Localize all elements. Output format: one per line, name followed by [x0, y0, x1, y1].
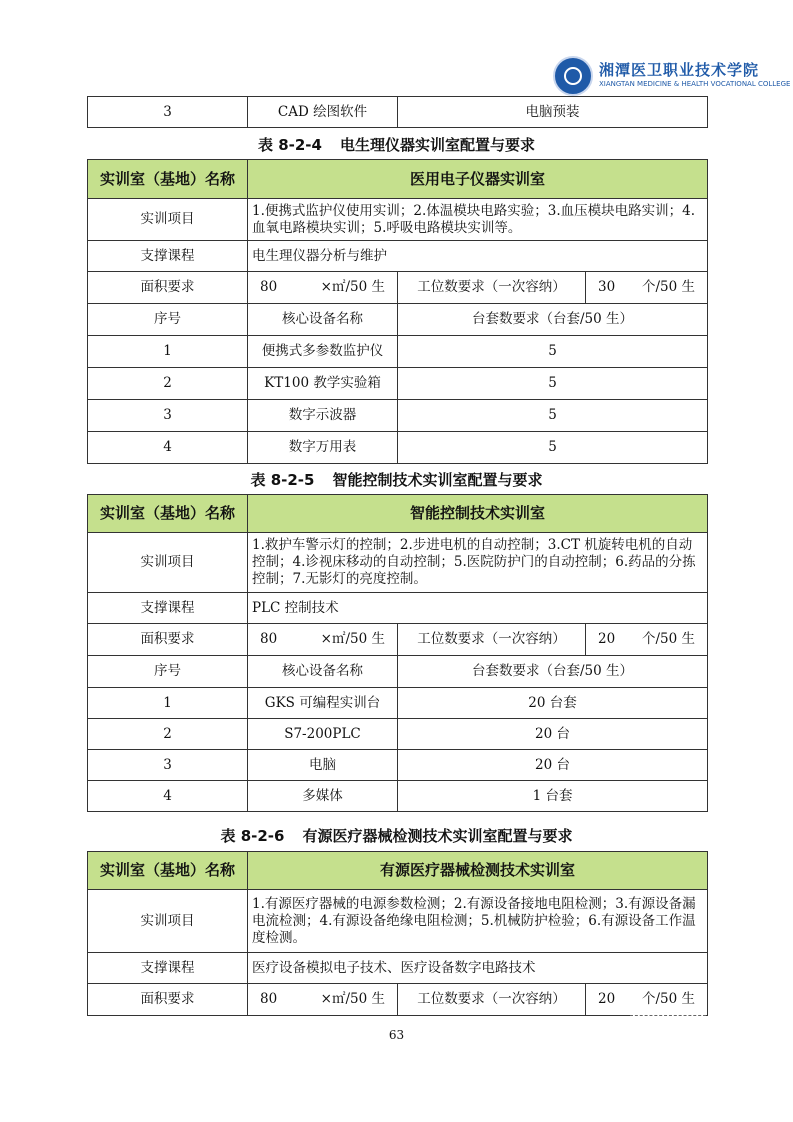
- header-row: 实训室（基地）名称 医用电子仪器实训室: [88, 160, 708, 199]
- column-header-row: 序号 核心设备名称 台套数要求（台套/50 生）: [88, 304, 708, 336]
- table-8-2-6: [87, 851, 708, 1016]
- table-row: 3 数字示波器 5: [88, 400, 708, 432]
- table-row: 2 KT100 教学实验箱 5: [88, 368, 708, 400]
- area-row: 面积要求 80 ×㎡/50 生 工位数要求（一次容纳） 20 个/50 生: [88, 624, 708, 656]
- header-row: 实训室（基地）名称 智能控制技术实训室: [88, 495, 708, 533]
- page-break-line: [630, 1015, 706, 1016]
- area-row: 面积要求 80 ×㎡/50 生 工位数要求（一次容纳） 30 个/50 生: [88, 272, 708, 304]
- page-number: 63: [388, 1028, 405, 1042]
- projects-row: 实训项目 1.有源医疗器械的电源参数检测；2.有源设备接地电阻检测；3.有源设备漏电流检测；4.有源设备绝缘电阻检测；5.机械防护检验；6.有源设备工作温度检测。: [88, 890, 708, 953]
- table-8-2-5-caption: 表 8-2-5 智能控制技术实训室配置与要求: [250, 471, 543, 489]
- continued-table: [87, 96, 708, 128]
- course-row: 支撑课程 电生理仪器分析与维护: [88, 241, 708, 272]
- table-row: 1 GKS 可编程实训台 20 台套: [88, 688, 708, 719]
- college-name-en: XIANGTAN MEDICINE & HEALTH VOCATIONAL COLLEGE: [599, 80, 791, 88]
- area-row: 面积要求 80 ×㎡/50 生 工位数要求（一次容纳） 20 个/50 生: [88, 984, 708, 1016]
- course-row: 支撑课程 PLC 控制技术: [88, 593, 708, 624]
- college-logo: [553, 56, 791, 98]
- table-row: 3 CAD 绘图软件 电脑预装: [88, 97, 708, 128]
- course-row: 支撑课程 医疗设备模拟电子技术、医疗设备数字电路技术: [88, 953, 708, 984]
- table-row: 1 便携式多参数监护仪 5: [88, 336, 708, 368]
- table-8-2-4: [87, 159, 708, 464]
- projects-row: 实训项目 1.救护车警示灯的控制；2.步进电机的自动控制；3.CT 机旋转电机的自动控制；4.诊视床移动的自动控制；5.医院防护门的自动控制；6.药品的分拣控制；7.无影灯的亮度控制。: [88, 533, 708, 593]
- table-8-2-4-caption: 表 8-2-4 电生理仪器实训室配置与要求: [257, 136, 535, 154]
- projects-row: 实训项目 1.便携式监护仪使用实训；2.体温模块电路实验；3.血压模块电路实训；4.血氧电路模块实训；5.呼吸电路模块实训等。: [88, 199, 708, 241]
- header-row: 实训室（基地）名称 有源医疗器械检测技术实训室: [88, 852, 708, 890]
- college-emblem-icon: [553, 56, 593, 96]
- table-row: 2 S7-200PLC 20 台: [88, 719, 708, 750]
- column-header-row: 序号 核心设备名称 台套数要求（台套/50 生）: [88, 656, 708, 688]
- college-name-cn: 湘潭医卫职业技术学院: [599, 61, 760, 79]
- table-row: 3 电脑 20 台: [88, 750, 708, 781]
- table-row: 4 数字万用表 5: [88, 432, 708, 464]
- table-row: 4 多媒体 1 台套: [88, 781, 708, 812]
- table-8-2-6-caption: 表 8-2-6 有源医疗器械检测技术实训室配置与要求: [220, 827, 573, 845]
- table-8-2-5: [87, 494, 708, 812]
